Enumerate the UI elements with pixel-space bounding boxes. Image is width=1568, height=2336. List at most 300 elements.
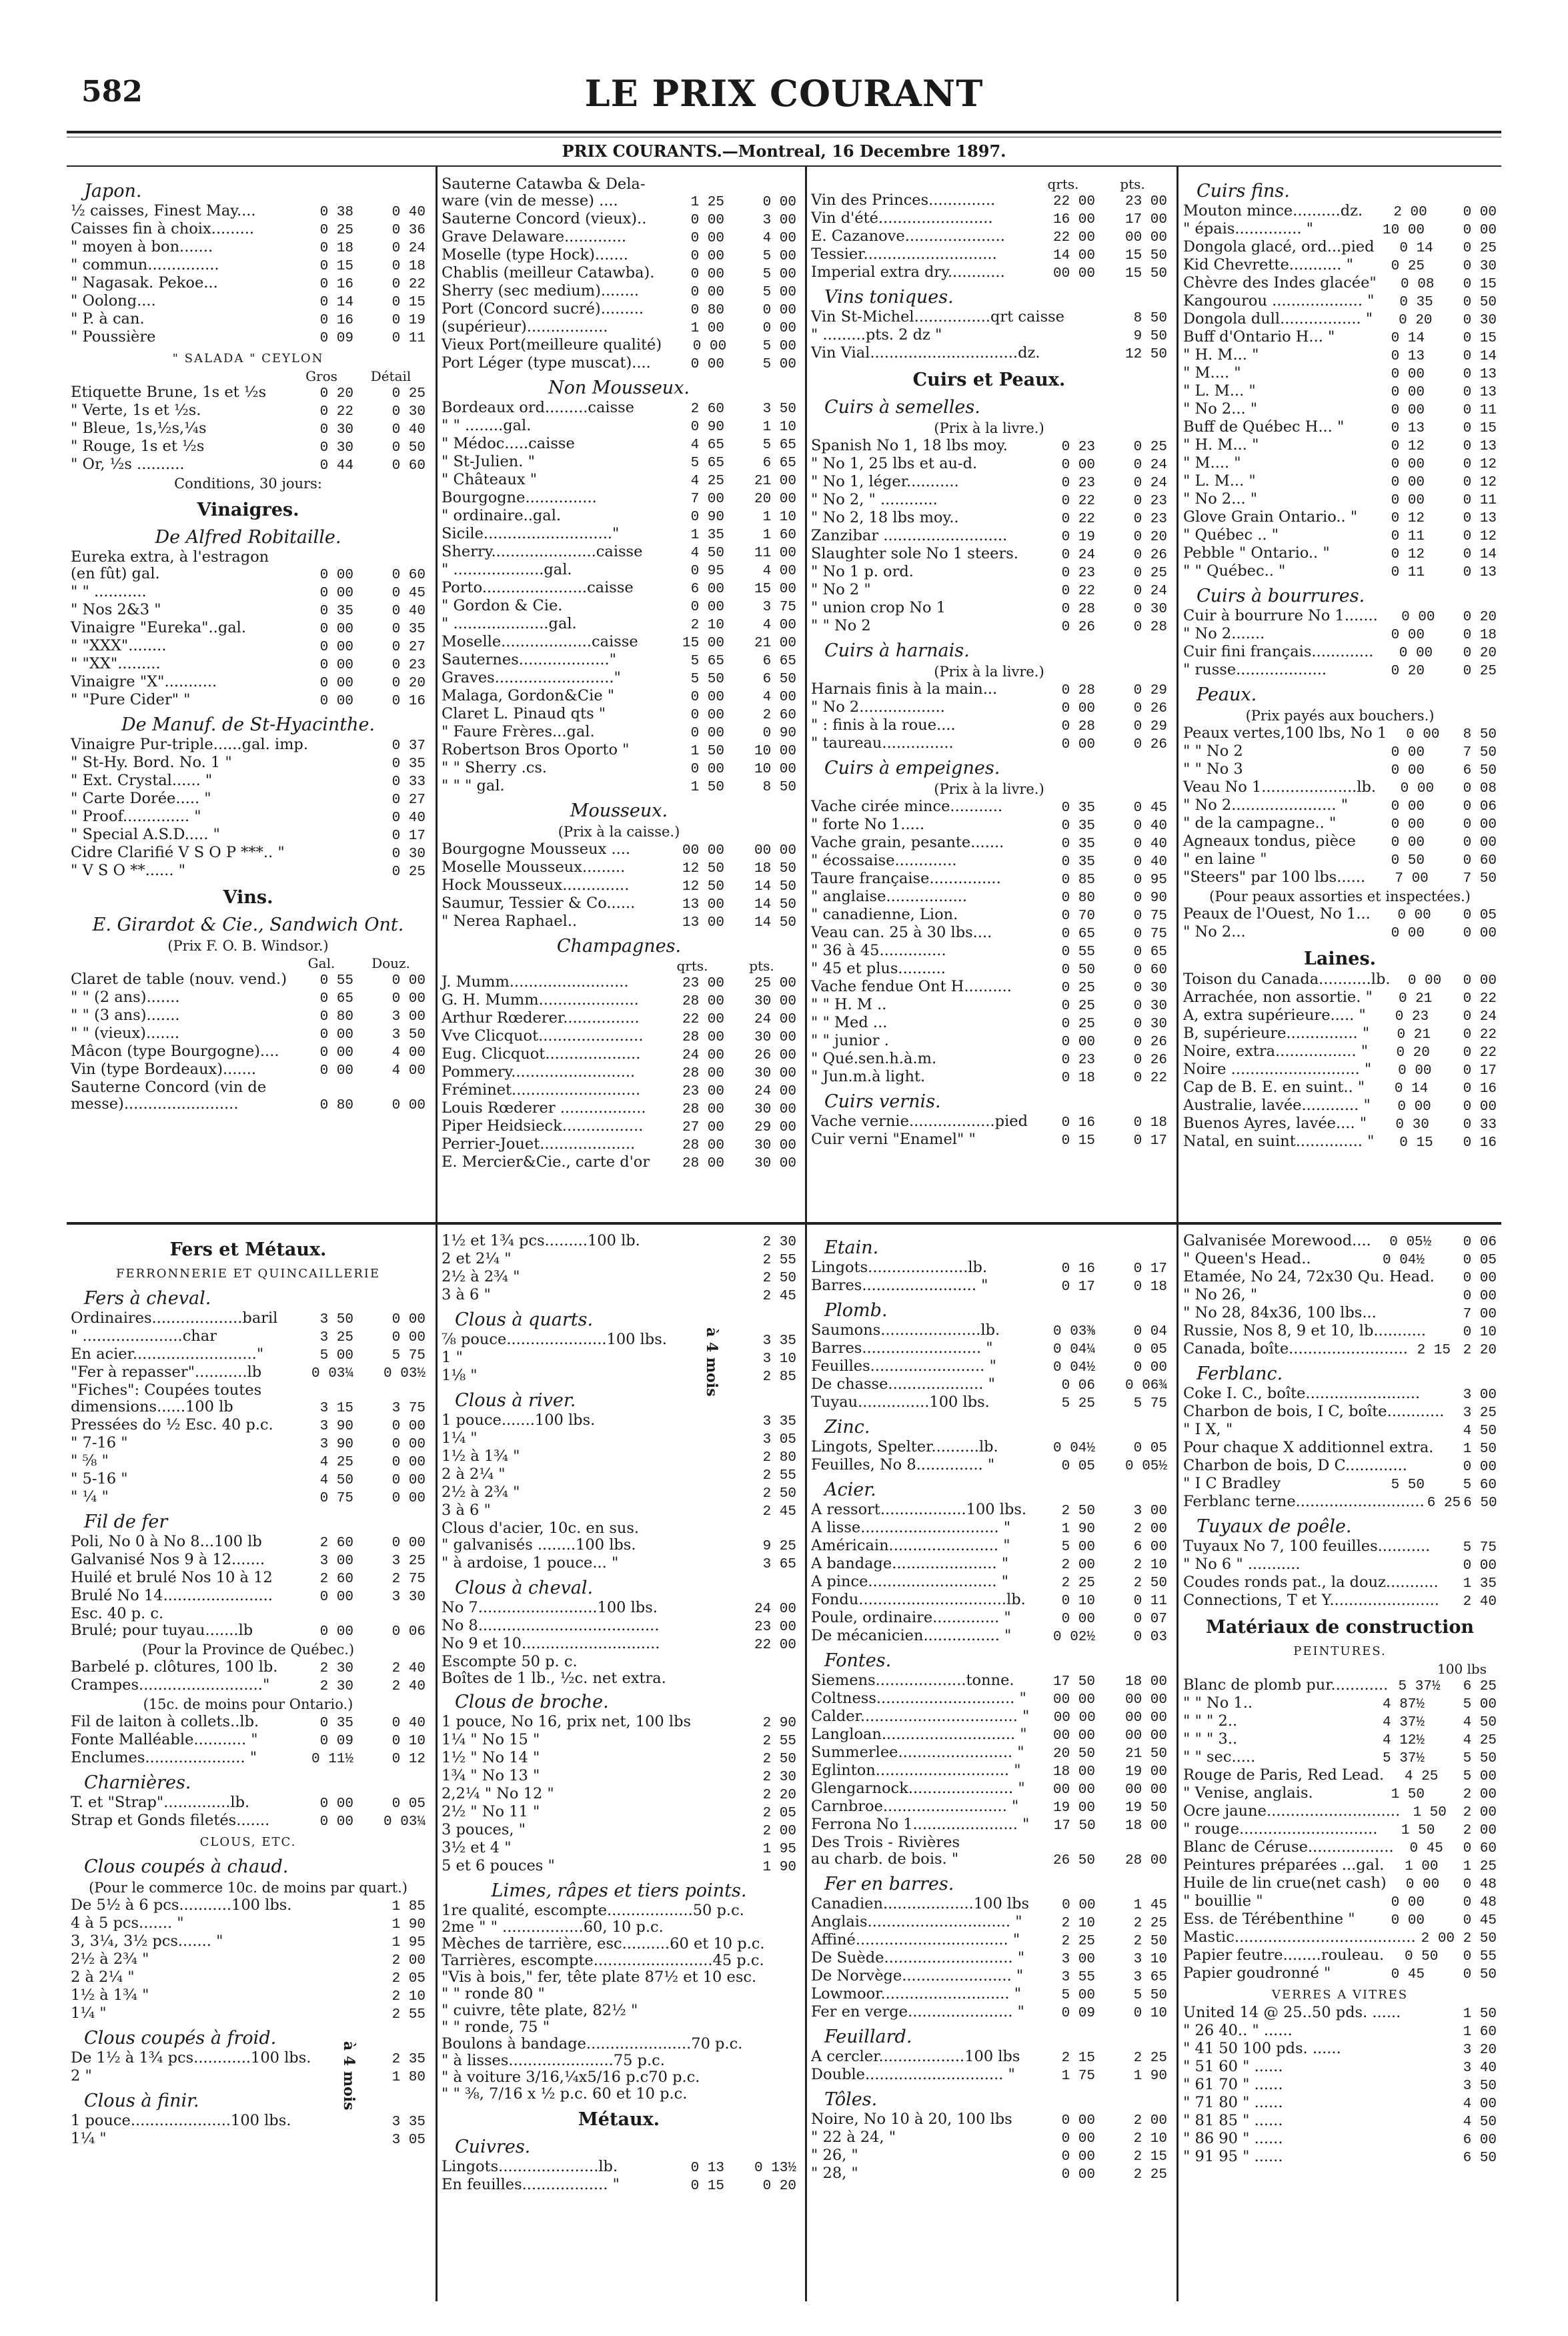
item-label: " V S O **...... " [71,862,185,879]
price-row [1183,797,1497,815]
price-row [811,2111,1167,2129]
price-high: 5 75 [391,1348,426,1363]
section-heading: Cuirs fins. [1197,181,1290,201]
price-low: 22 00 [682,1012,724,1027]
item-label: De 5½ à 6 pcs...........100 lbs. [71,1896,292,1914]
price-row [1183,257,1497,275]
item-label: " H. M... " [1183,346,1259,364]
price-row [1183,1839,1497,1857]
price-note: (Prix à la caisse.) [558,824,680,840]
page-number: 582 [81,75,143,109]
item-label: J. Mumm......................... [442,973,629,991]
price-row [71,674,426,692]
item-label: Buenos Ayres, lavée.... " [1183,1115,1367,1132]
item-label: Buff d'Ontario H... " [1183,328,1335,346]
price-high: 14 50 [754,897,796,913]
price-low: 28 00 [682,994,724,1009]
item-label: Siemens...................tonne. [811,1672,1014,1689]
price-row [71,1471,426,1489]
item-label: 1½ à 1¾ " [71,1986,149,2004]
price-high: 2 00 [762,1824,796,1839]
item-label: Brulé No 14....................... [71,1587,273,1604]
price-high: 9 50 [1133,329,1167,344]
price-high: 0 40 [391,810,426,826]
price-row [811,228,1167,246]
price-low: 0 00 [319,694,353,709]
item-label: " " " 2.. [1183,1712,1238,1730]
price-row [71,2050,426,2068]
price-high: 3 05 [391,2133,426,2148]
item-label: " No 1 p. ord. [811,563,914,580]
price-row [71,1951,426,1969]
price-low: 0 16 [1061,1261,1095,1277]
item-label: " Nagasak. Pekoe... [71,274,218,291]
item-label: " H. M... " [1183,436,1259,454]
price-high: 0 60 [1133,963,1167,978]
price-row [811,528,1167,546]
item-label: Dongola dull................. " [1183,310,1373,328]
section-heading: Clous à finir. [84,2091,199,2111]
price-row [71,456,426,474]
item-label: " 45 et plus.......... [811,960,946,977]
price-low: 0 22 [1061,584,1095,599]
section-heading: Clous coupés à froid. [84,2028,277,2049]
price-row [1183,2022,1497,2040]
price-low: 4 87½ [1382,1697,1425,1712]
price-high: 0 17 [391,828,426,844]
column-header-unit: Gal. [307,955,335,971]
price-row [1183,203,1497,221]
column-rule-3 [1177,167,1179,2301]
section-heading: Fer en barres. [824,1874,954,1894]
price-low: 0 00 [1061,2167,1095,2183]
item-label: " No 1, 25 lbs et au-d. [811,455,978,472]
item-label: Feuilles........................ " [811,1357,996,1375]
item-label: Vinaigre "X"........... [71,673,217,690]
section-heading: De Manuf. de St-Hyacinthe. [121,714,375,735]
item-label: United 14 @ 25..50 pds. ...... [1183,2004,1401,2021]
item-label: Russie, Nos 8, 9 et 10, lb........... [1183,1322,1427,1339]
price-high: 0 23 [391,658,426,673]
price-low: 0 00 [1391,926,1425,941]
item-label: 3 à 6 " [442,1502,491,1519]
item-label: Buff de Québec H... " [1183,418,1345,436]
item-label: 1⅛ " [442,1367,478,1384]
price-low: 1 50 [1413,1805,1447,1820]
item-label: " No 6 " ........... [1183,1556,1301,1573]
price-row [1183,1115,1497,1133]
column-header [71,955,426,971]
price-row [442,634,796,652]
price-low: 0 00 [1061,2113,1095,2129]
price-row [811,246,1167,264]
price-low: 28 00 [682,1138,724,1153]
bottom-column-2 [442,1233,796,2327]
price-low: 28 00 [682,1030,724,1045]
item-label: Tuyaux No 7, 100 feuilles........... [1183,1538,1431,1555]
price-row [442,301,796,319]
price-low: 0 11 [1391,529,1425,544]
price-high: 0 00 [1463,223,1497,238]
price-low: 3 90 [319,1419,353,1434]
item-label: Noire, extra................. " [1183,1043,1369,1060]
price-row [442,1287,796,1305]
price-high: 5 00 [762,357,796,372]
price-low: 2 10 [690,618,724,633]
price-high: 5 00 [762,339,796,354]
price-row [442,1349,796,1367]
price-high: 0 17 [1463,1063,1497,1079]
price-row [71,1606,426,1622]
price-row [442,616,796,634]
item-label: Claret de table (nouv. vend.) [71,971,287,988]
item-label: Vache fendue Ont H.......... [811,978,1012,995]
price-row [442,193,796,211]
price-high: 3 00 [1463,1387,1497,1403]
price-high: 0 26 [1133,1053,1167,1068]
price-row [1183,1713,1497,1731]
price-low: 4 50 [319,1473,353,1488]
price-low: 0 26 [1061,620,1095,635]
item-label: Calder................................. " [811,1708,1030,1725]
price-row [811,1394,1167,1412]
item-label: 1¼ " [71,2130,107,2147]
price-low: 5 50 [1391,1478,1425,1493]
price-low: 0 12 [1391,547,1425,562]
price-row [1183,833,1497,851]
price-low: 0 16 [319,277,353,292]
item-label: " 26, " [811,2147,858,2164]
price-high: 0 24 [1133,476,1167,491]
price-high: 0 17 [1133,1133,1167,1149]
price-low: 3 00 [1061,1952,1095,1967]
price-row [442,992,796,1010]
item-label: " " (2 ans)....... [71,989,180,1006]
price-low: 2 60 [319,1572,353,1587]
item-label: Vieux Port(meilleure qualité) [442,336,662,354]
section-heading: Fil de fer [84,1512,168,1532]
price-note: (Prix F. O. B. Windsor.) [167,938,329,954]
price-high: 0 30 [1133,981,1167,996]
price-high: 0 05½ [1124,1459,1167,1474]
price-high: 0 75 [1133,909,1167,924]
price-low: 00 00 [1052,1782,1095,1798]
item-label: " écossaise............. [811,852,957,869]
item-label: Graves........................." [442,669,621,686]
item-label: ½ caisses, Finest May.... [71,202,256,219]
item-label: Pour chaque X additionnel extra. [1183,1439,1434,1456]
price-row [1183,924,1497,942]
price-low: 7 00 [1395,871,1429,887]
section-heading: Ferblanc. [1197,1363,1283,1384]
price-note: (15c. de moins pour Ontario.) [143,1696,353,1712]
price-high: 1 35 [1463,1576,1497,1592]
top-column-4 [1183,176,1497,1217]
price-high: 7 50 [1463,745,1497,760]
price-high: 0 22 [1463,991,1497,1007]
price-low: 0 50 [1404,1949,1439,1964]
item-label: Toison du Canada...........lb. [1183,971,1391,988]
price-low: 2 30 [319,1679,353,1694]
price-row [811,2129,1167,2147]
price-high: 5 75 [1133,1396,1167,1411]
item-label: Glove Grain Ontario.. " [1183,508,1358,526]
price-low: 0 04½ [1052,1441,1095,1456]
price-high: 0 15 [1463,277,1497,292]
price-low: 0 22 [319,404,353,420]
price-row [811,582,1167,600]
price-low: 1 00 [1405,1859,1439,1874]
column-header-unit: Douz. [371,955,410,971]
price-row [71,584,426,602]
item-label: Double............................. " [811,2066,1015,2083]
price-row [442,355,796,373]
price-high: 0 10 [391,1734,426,1749]
item-label: Des Trois - Rivières [811,1834,960,1851]
price-low: 0 00 [319,586,353,601]
price-high: 2 80 [762,1450,796,1466]
price-high: 0 36 [391,223,426,238]
price-high: 00 00 [1124,1728,1167,1744]
item-label: Charbon de bois, I C, boîte............ [1183,1403,1445,1420]
price-row [71,203,426,221]
column-header-unit [1358,1661,1427,1677]
price-row [1183,1043,1497,1061]
price-low: 0 00 [690,213,724,228]
price-row [442,265,796,283]
price-high: 0 25 [1133,440,1167,455]
price-low: 0 38 [319,205,353,220]
item-label: " ...................gal. [442,561,572,578]
price-high: 2 45 [762,1504,796,1520]
price-row [811,1762,1167,1780]
price-low: 0 00 [1391,475,1425,490]
price-row [1183,2077,1497,2095]
item-label: Ferrona No 1...................... " [811,1816,1030,1833]
price-row [1183,1731,1497,1749]
item-label: Barres......................... " [811,1339,993,1357]
price-high: 2 20 [762,1788,796,1803]
item-label: Cuir à bourrure No 1....... [1183,607,1378,624]
price-low: 2 30 [319,1661,353,1676]
item-label: Mastic...................................... [1183,1928,1416,1946]
price-low: 0 00 [1405,1877,1440,1892]
price-low: 0 00 [690,708,724,723]
price-high: 0 15 [1463,331,1497,346]
price-low: 0 80 [319,1098,353,1113]
item-label: Slaughter sole No 1 steers. [811,545,1018,562]
price-row [71,844,426,862]
item-label: " No 2... " [1183,490,1258,508]
item-label: Noire ........................... " [1183,1061,1372,1078]
item-label: Perrier-Jouet.................... [442,1135,636,1153]
price-row [811,681,1167,699]
item-label: " " ronde, 75 " [442,2018,550,2036]
column-header-unit: qrts. [1047,176,1079,192]
item-label: Esc. 40 p. c. [71,1605,164,1622]
item-label: Noire, No 10 à 20, 100 lbs [811,2111,1012,2128]
item-label: Claret L. Pinaud qts " [442,705,606,722]
price-low: 0 00 [319,1814,353,1830]
item-label: De mécanicien................ " [811,1627,1012,1644]
price-high: 0 05 [1463,908,1497,923]
price-high: 0 10 [1463,1325,1497,1340]
price-high: 3 40 [1463,2061,1497,2076]
item-label: " 91 95 " ...... [1183,2148,1283,2165]
price-row [442,319,796,337]
price-low: 0 20 [1399,313,1433,328]
item-label: Vinaigre Pur-triple......gal. imp. [71,736,308,753]
price-high: 0 13 [1463,439,1497,454]
column-header [71,368,426,384]
item-label: Moselle (type Hock)....... [442,246,628,263]
price-low: 2 60 [319,1536,353,1551]
item-label: " commun............... [71,256,219,273]
price-low: 1 50 [690,780,724,795]
price-row [442,1618,796,1636]
price-low: 0 00 [319,1045,353,1061]
price-low: 12 50 [682,861,724,877]
price-high: 30 00 [754,1156,796,1171]
price-high: 4 00 [762,564,796,579]
price-row [71,1043,426,1061]
price-row [442,1100,796,1118]
price-row [442,1136,796,1154]
item-label: Cap de B. E. en suint.. " [1183,1079,1365,1096]
item-label: " ....................gal. [442,615,577,632]
price-row [811,456,1167,474]
price-row [71,1435,426,1453]
price-high: 2 55 [762,1468,796,1484]
price-low: 7 00 [690,492,724,507]
column-header-label [811,176,1028,192]
price-low: 0 00 [690,357,724,372]
price-low: 5 00 [319,1348,353,1363]
price-row [811,1851,1167,1869]
price-low: 28 00 [682,1066,724,1081]
price-row [811,309,1167,327]
price-high: 2 40 [391,1661,426,1676]
price-row [1183,2131,1497,2149]
price-high: 3 25 [391,1554,426,1569]
price-high: 30 00 [754,1066,796,1081]
price-low: 17 50 [1053,1818,1096,1834]
price-low: 0 18 [319,241,353,256]
price-high: 2 50 [1133,1576,1167,1591]
price-high: 21 00 [754,636,796,651]
item-label: " Proof.............. " [71,808,201,825]
price-row [442,490,796,508]
category-heading: Matériaux de construction [1205,1617,1474,1638]
price-high: 7 50 [1463,871,1497,887]
item-label: Cuir verni "Enamel" " [811,1131,976,1148]
price-note: (Prix payés aux bouchers.) [1245,708,1435,724]
item-label: " No 2 " [811,581,871,598]
item-label: 1½ et 1¾ pcs.........100 lb. [442,1232,640,1249]
item-label: Boîtes de 1 lb., ½c. net extra. [442,1670,666,1687]
item-label: 5 et 6 pouces " [442,1857,555,1874]
price-row [1183,1538,1497,1556]
price-row [442,229,796,247]
item-label: Fer en verge...................... " [811,2003,1024,2020]
item-label: Peaux de l'Ouest, No 1... [1183,905,1371,923]
price-row [811,1358,1167,1376]
price-high: 3 35 [762,1333,796,1349]
item-label: 2½ " No 11 " [442,1803,540,1820]
price-high: 0 00 [1463,926,1497,941]
item-label: Galvanisée Morewood.... [1183,1232,1371,1249]
price-high: 0 15 [391,295,426,310]
item-label: Mouton mince..........dz. [1183,202,1363,219]
section-heading: Feuillard. [824,2026,912,2047]
price-high: 3 50 [762,402,796,417]
price-high: 0 06 [1463,1235,1497,1250]
price-row [811,798,1167,816]
price-high: 0 12 [1463,529,1497,544]
section-heading: Cuivres. [455,2137,531,2157]
price-row [71,656,426,674]
price-high: 3 65 [762,1557,796,1572]
item-label: " rouge............................. [1183,1820,1378,1838]
price-high: 6 50 [1463,763,1497,778]
price-low: 3 55 [1061,1970,1095,1985]
price-high: 0 30 [391,846,426,862]
price-row [811,925,1167,943]
price-row [1183,1749,1497,1767]
price-high: 0 11 [1463,493,1497,508]
price-low: 2 25 [1061,1934,1095,1949]
price-row [1183,455,1497,473]
price-low: 0 28 [1061,602,1095,617]
price-low: 0 00 [690,690,724,705]
item-label: " canadienne, Lion. [811,906,958,923]
price-low: 4 25 [690,474,724,489]
price-row [442,283,796,301]
price-row [442,337,796,355]
price-low: 26 50 [1052,1853,1095,1868]
item-label: Anglais.............................. " [811,1913,1022,1930]
price-row [811,2004,1167,2022]
item-label: " No 2...................... " [1183,796,1349,814]
price-high: 2 00 [1463,1805,1497,1820]
price-row [442,670,796,688]
price-low: 0 55 [1061,945,1095,960]
item-label: " M.... " [1183,364,1241,382]
item-label: " russe................... [1183,661,1327,678]
price-low: 0 24 [1061,548,1095,563]
price-row [811,1726,1167,1744]
price-low: 00 00 [1052,266,1095,281]
section-heading: Cuirs à bourrures. [1197,586,1365,606]
price-low: 0 00 [319,1624,353,1640]
side-note-froid: à 4 mois [340,2041,357,2111]
price-row [811,1610,1167,1628]
price-row [1183,473,1497,491]
price-high: 0 18 [391,259,426,274]
price-row [811,1033,1167,1051]
item-label: " Québec .. " [1183,526,1279,544]
item-label: Sauternes..................." [442,651,617,668]
section-heading: Clous de broche. [455,1692,609,1712]
item-label: dimensions......100 lb [71,1398,233,1415]
price-low: 28 00 [682,1102,724,1117]
price-row [811,1780,1167,1798]
price-low: 22 00 [1052,230,1095,245]
price-high: 2 50 [1463,1931,1497,1946]
price-high: 4 50 [1463,1715,1497,1730]
item-label: Etiquette Brune, 1s et ½s [71,384,267,401]
price-row [71,808,426,826]
